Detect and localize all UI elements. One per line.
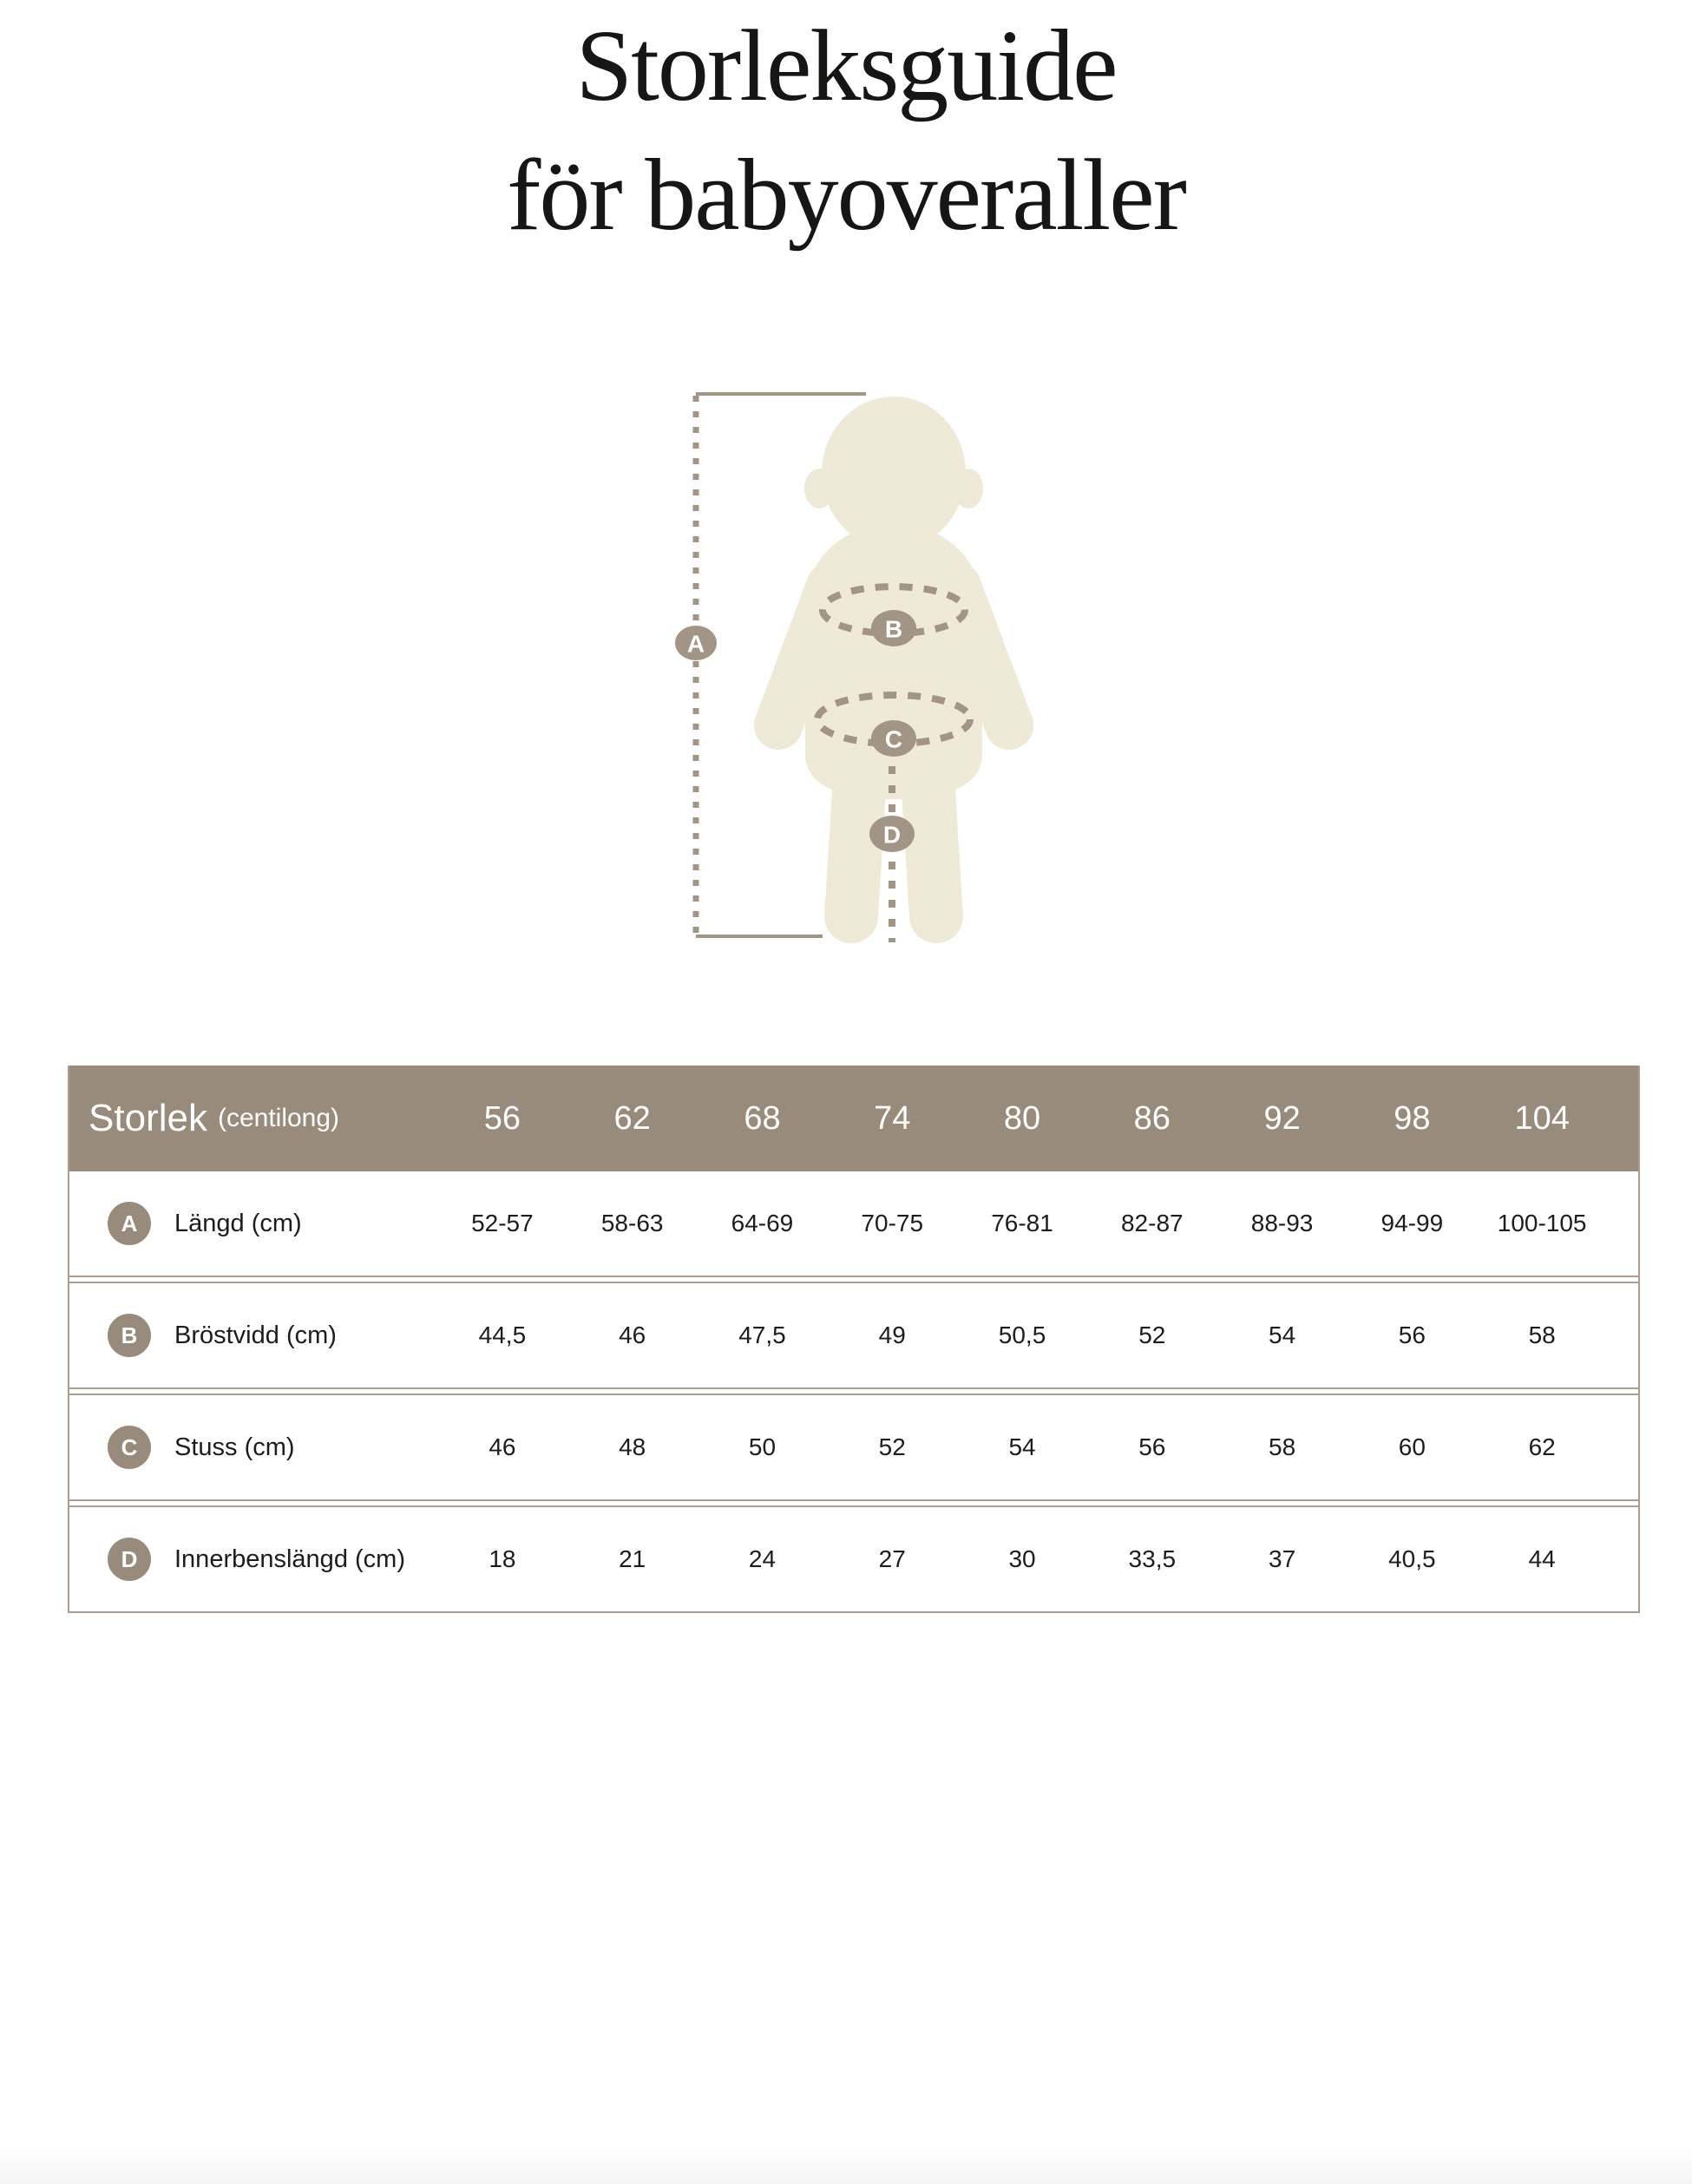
size-col-74: 74 <box>874 1099 911 1137</box>
cell-a-92: 88-93 <box>1250 1210 1314 1236</box>
size-col-80: 80 <box>1003 1099 1041 1137</box>
cell-a-80: 76-81 <box>991 1210 1053 1236</box>
cell-c-74: 52 <box>878 1433 906 1460</box>
cell-b-56: 44,5 <box>478 1322 527 1348</box>
marker-b-label: B <box>884 615 903 643</box>
size-col-98: 98 <box>1394 1099 1431 1137</box>
cell-b-92: 54 <box>1269 1322 1296 1348</box>
header-label-suffix: (centilong) <box>217 1104 340 1132</box>
size-col-62: 62 <box>613 1099 651 1137</box>
table-row-chest <box>69 1283 1638 1387</box>
row-label-cell <box>69 1426 437 1469</box>
cell-a-62: 58-63 <box>600 1210 664 1236</box>
cell-a-74: 70-75 <box>861 1210 924 1236</box>
marker-c-label: C <box>884 725 903 753</box>
cell-d-56: 18 <box>489 1545 516 1572</box>
size-table-header <box>69 1066 1638 1171</box>
marker-a-badge <box>675 626 717 660</box>
cell-b-104: 58 <box>1528 1322 1556 1348</box>
cell-a-104: 100-105 <box>1497 1210 1587 1236</box>
cell-c-56: 46 <box>489 1433 516 1460</box>
marker-d-label: D <box>882 821 902 849</box>
cell-c-86: 56 <box>1138 1433 1166 1460</box>
table-row-inner-leg <box>69 1507 1638 1611</box>
cell-d-68: 24 <box>748 1545 777 1572</box>
cell-c-80: 54 <box>1008 1433 1036 1460</box>
page-title <box>0 2 1692 259</box>
cell-d-92: 37 <box>1269 1545 1296 1572</box>
size-col-86: 86 <box>1133 1099 1171 1137</box>
cell-d-86: 33,5 <box>1128 1545 1177 1572</box>
row-separator <box>69 1387 1638 1395</box>
row-a-label: Längd (cm) <box>174 1209 302 1237</box>
measurement-diagram <box>673 383 1081 955</box>
row-c-label: Stuss (cm) <box>174 1433 295 1461</box>
cell-d-74: 27 <box>878 1545 906 1572</box>
cell-c-68: 50 <box>748 1433 777 1460</box>
row-label-cell <box>69 1314 437 1357</box>
size-col-68: 68 <box>744 1099 781 1137</box>
size-col-92: 92 <box>1263 1099 1301 1137</box>
cell-c-62: 48 <box>619 1433 646 1460</box>
cell-b-74: 49 <box>878 1322 906 1348</box>
size-col-104: 104 <box>1514 1099 1570 1137</box>
cell-d-104: 44 <box>1528 1545 1556 1572</box>
cell-b-62: 46 <box>619 1322 646 1348</box>
cell-a-98: 94-99 <box>1380 1210 1444 1236</box>
row-label-cell <box>69 1538 437 1581</box>
cell-c-92: 58 <box>1269 1433 1296 1460</box>
cell-b-98: 56 <box>1398 1322 1426 1348</box>
cell-c-104: 62 <box>1528 1433 1556 1460</box>
header-label-cell <box>69 1097 437 1140</box>
cell-b-68: 47,5 <box>738 1322 786 1348</box>
cell-b-86: 52 <box>1138 1322 1166 1348</box>
cell-a-68: 64-69 <box>731 1210 794 1236</box>
cell-d-62: 21 <box>619 1545 646 1572</box>
cell-d-98: 40,5 <box>1388 1545 1436 1572</box>
cell-a-86: 82-87 <box>1120 1210 1184 1236</box>
marker-b-badge <box>871 610 916 646</box>
size-table <box>68 1066 1640 1613</box>
row-d-badge: D <box>108 1538 151 1581</box>
table-row-seat <box>69 1395 1638 1499</box>
row-b-label: Bröstvidd (cm) <box>174 1321 337 1349</box>
row-c-badge: C <box>108 1426 151 1469</box>
row-separator <box>69 1276 1638 1283</box>
cell-b-80: 50,5 <box>998 1322 1046 1348</box>
cell-d-80: 30 <box>1008 1545 1036 1572</box>
page-title-line-1: Storleksguide <box>575 9 1117 122</box>
page-title-line-2: för babyoveraller <box>507 137 1185 252</box>
table-row-length <box>69 1171 1638 1276</box>
marker-c-badge <box>871 720 916 757</box>
row-a-badge: A <box>108 1202 151 1245</box>
cell-c-98: 60 <box>1398 1433 1426 1460</box>
marker-d-badge <box>869 816 915 852</box>
row-label-cell <box>69 1202 437 1245</box>
header-label: Storlek <box>89 1097 207 1139</box>
size-col-56: 56 <box>483 1099 521 1137</box>
row-d-label: Innerbenslängd (cm) <box>174 1545 405 1573</box>
marker-a-label: A <box>686 630 705 658</box>
row-separator <box>69 1499 1638 1507</box>
baby-measurement-figure <box>673 383 1081 955</box>
screenshot-bottom-edge <box>0 2145 1692 2184</box>
row-b-badge: B <box>108 1314 151 1357</box>
cell-a-56: 52-57 <box>471 1210 534 1236</box>
